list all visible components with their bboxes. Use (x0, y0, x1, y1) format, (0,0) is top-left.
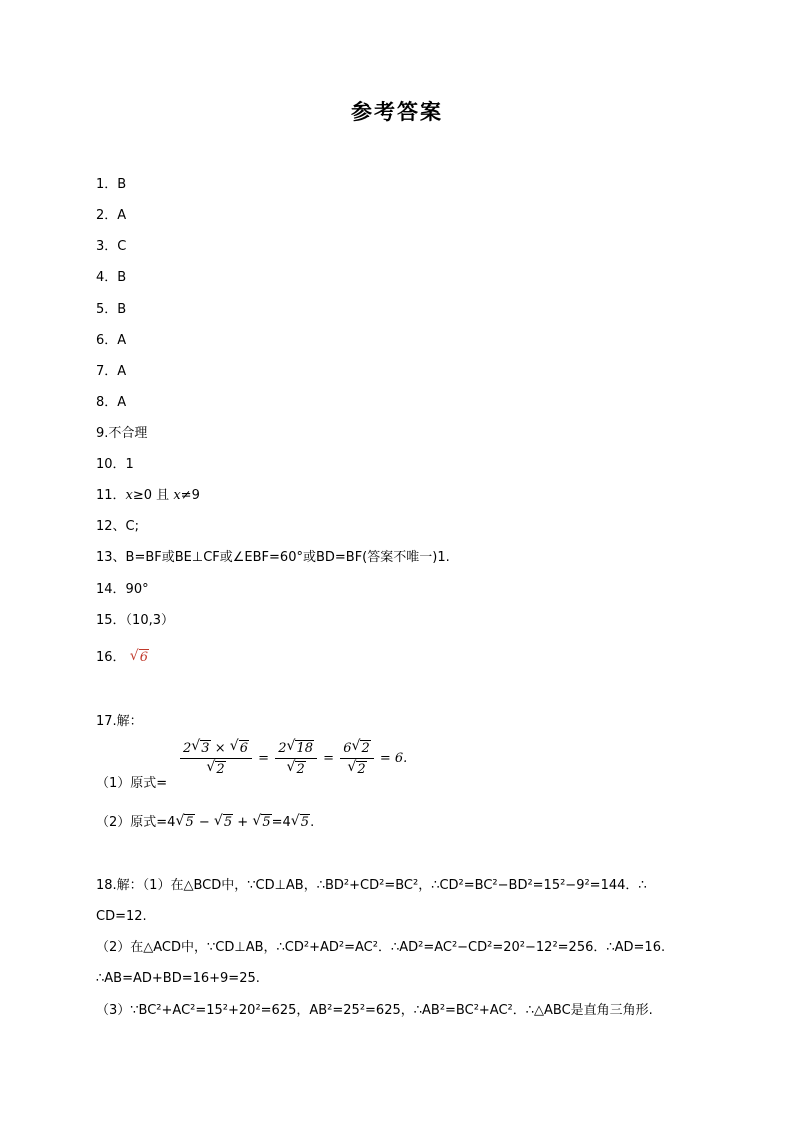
answer-12: 12、C; (96, 519, 139, 534)
q17-part1-equation: 2 √ 3 × √ 6 √ 2 = 2 √ 18 √ 2 = 6 √ 2 √ 2 = 6. (178, 740, 407, 777)
fraction-2: 2 √ 18 √ 2 (275, 740, 317, 777)
q18-line-1: 18.解：（1）在△BCD中，∵CD⊥AB，∴BD²+CD²=BC²，∴CD²=BC²−BD²=15²−9²=144．∴ (96, 878, 647, 893)
answer-6: 6．A (96, 333, 127, 348)
sqrt-6: √ 6 (129, 648, 148, 665)
answer-14: 14．90° (96, 582, 149, 597)
q18-line-2: CD=12. (96, 909, 147, 924)
answer-15: 15．（10,3） (96, 613, 174, 628)
answer-16: 16． √ 6 (96, 648, 148, 665)
q17-part2: （2）原式=4 √ 5 − √ 5 + √ 5=4 √ 5. (96, 813, 315, 830)
answer-8: 8．A (96, 395, 127, 410)
answer-2: 2．A (96, 208, 127, 223)
q18-line-3: （2）在△ACD中，∵CD⊥AB，∴CD²+AD²=AC²．∴AD²=AC²−CD²=20²−12²=256．∴AD=16. (96, 940, 666, 955)
answer-4: 4．B (96, 270, 127, 285)
q17-heading: 17.解： (96, 714, 143, 729)
answer-13: 13、B=BF或BE⊥CF或∠EBF=60°或BD=BF(答案不唯一)1. (96, 550, 450, 565)
answer-7: 7．A (96, 364, 127, 379)
fraction-1: 2 √ 3 × √ 6 √ 2 (180, 740, 252, 777)
answer-10: 10．1 (96, 457, 134, 472)
q18-line-4: ∴AB=AD+BD=16+9=25. (96, 971, 260, 986)
answer-11: 11．x≥0 且 x≠9 (96, 488, 200, 503)
answer-9: 9.不合理 (96, 426, 148, 441)
page-title: 参考答案 (351, 99, 443, 124)
answer-5: 5．B (96, 302, 127, 317)
fraction-3: 6 √ 2 √ 2 (340, 740, 374, 777)
answer-3: 3．C (96, 239, 127, 254)
answer-1: 1．B (96, 177, 127, 192)
q18-line-5: （3）∵BC²+AC²=15²+20²=625，AB²=25²=625，∴AB²=BC²+AC²．∴△ABC是直角三角形. (96, 1003, 653, 1018)
q17-part1-label: （1）原式= (96, 776, 168, 791)
